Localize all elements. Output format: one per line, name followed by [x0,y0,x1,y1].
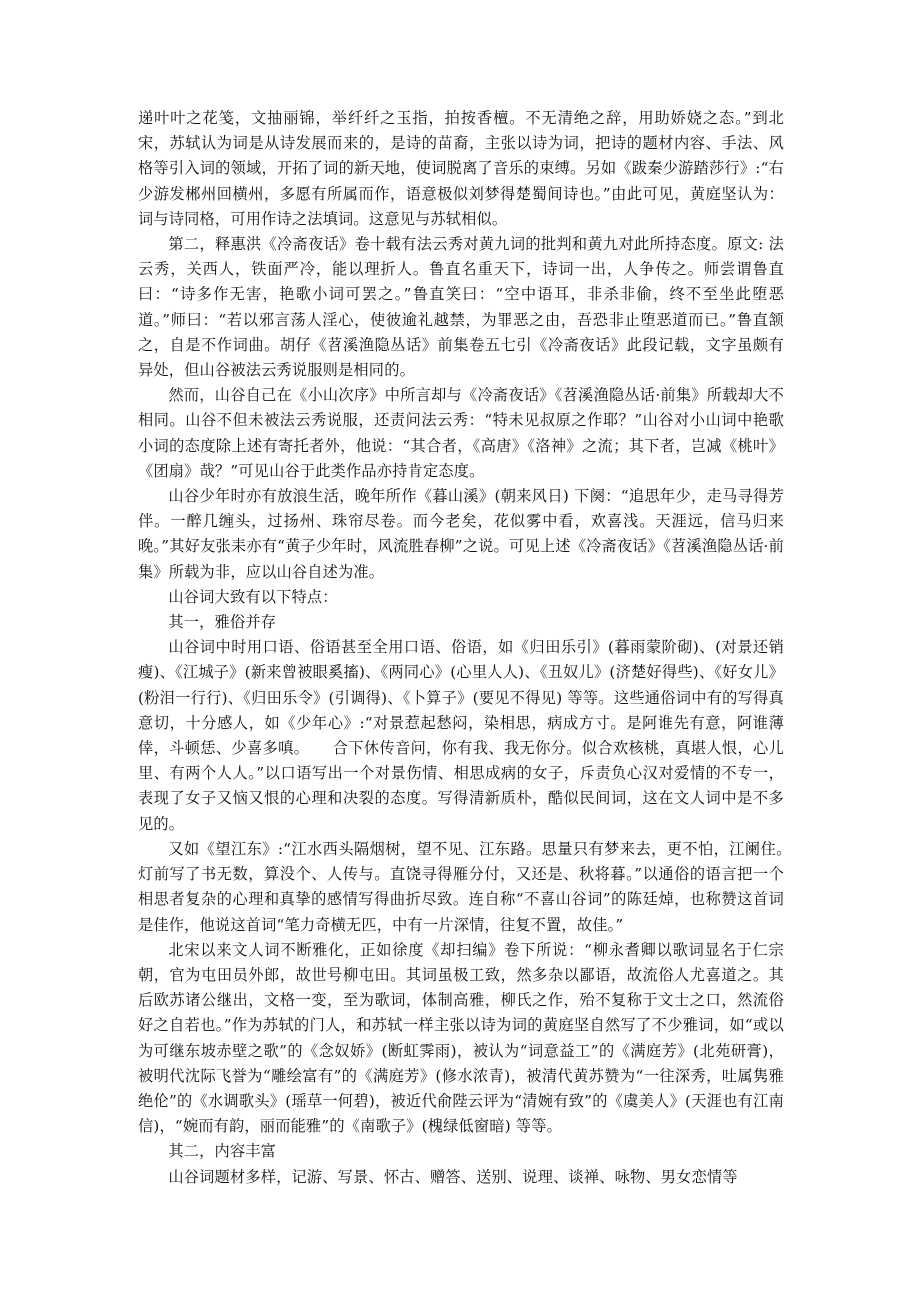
paragraph-11: 山谷词题材多样，记游、写景、怀古、赠答、送别、说理、谈禅、咏物、男女恋情等 [168,1167,738,1186]
section-heading-1: 其一，雅俗并存 [168,613,277,632]
paragraph-2: 第二，释惠洪《冷斋夜话》卷十载有法云秀对黄九词的批判和黄九对此所持态度。原文: 法云秀，关西人，铁面严冷，能以理折人。鲁直名重天下，诗词一出，人争传之。师尝谓鲁直曰：“诗多作无害，艳歌小词可罢之。”鲁直笑曰：“空中语耳，非杀非偷，终不至坐此堕恶道。”师曰：“若以邪言荡人淫心，使彼逾礼越禁，为罪恶之由，吾恐非止堕恶道而已。”鲁直颔之，自是不作词曲。胡仔《苕溪渔隐丛话》前集卷五七引《冷斋夜话》此段记载，文字虽颇有异处，但山谷被法云秀说服则是相同的。 [138,235,784,380]
paragraph-5: 山谷词大致有以下特点： [168,587,338,606]
paragraph-3: 然而，山谷自己在《小山次序》中所言却与《冷斋夜话》《苕溪渔隐丛话·前集》所载却大不相同。山谷不但未被法云秀说服，还责问法云秀：“特未见叔原之作耶？”山谷对小山词中艳歌小词的态度除上述有寄托者外，他说：“其合者，《高唐》《洛神》之流；其下者，岂减《桃叶》《团扇》哉？”可见山谷于此类作品亦持肯定态度。 [138,386,784,480]
section-heading-2: 其二，内容丰富 [168,1142,277,1161]
paragraph-1: 递叶叶之花笺，文抽丽锦，举纤纤之玉指，拍按香檀。不无清绝之辞，用助娇娆之态。”到北宋，苏轼认为词是从诗发展而来的，是诗的苗裔，主张以诗为词，把诗的题材内容、手法、风格等引入词的领域，开拓了词的新天地，使词脱离了音乐的束缚。另如《跋秦少游踏莎行》:“右少游发郴州回横州，多愿有所属而作，语意极似刘梦得楚蜀间诗也。”由此可见，黄庭坚认为：词与诗同格，可用作诗之法填词。这意见与苏轼相似。 [138,109,784,228]
document-page [138,106,815,1190]
paragraph-7: 山谷词中时用口语、俗语甚至全用口语、俗语，如《归田乐引》(暮雨蒙阶砌)、(对景还销瘦)、《江城子》(新来曾被眼奚搐)、《两同心》(心里人人)、《丑奴儿》(济楚好得些)、《好女儿》(粉泪一行行)、《归田乐令》(引调得)、《卜算子》(要见不得见) 等等。这些通俗词中有的写得真意切，十分感人，如《少年心》:“对景惹起愁闷，染相思，病成方寸。是阿谁先有意，阿谁薄倖，斗顿恁、少喜多嗔。 合下休传音问，你有我、我无你分。似合欢核桃，真堪人恨，心儿里、有两个人人。”以口语写出一个对景伤情、相思成病的女子，斥责负心汉对爱情的不专一，表现了女子又恼又恨的心理和决裂的态度。写得清新质朴，酷似民间词，这在文人词中是不多见的。 [138,638,784,833]
paragraph-8: 又如《望江东》:“江水西头隔烟树，望不见、江东路。思量只有梦来去，更不怕，江阑住。 灯前写了书无数，算没个、人传与。直饶寻得雁分付，又还是、秋将暮。”以通俗的语言把一个相思者复杂的心理和真挚的感情写得曲折尽致。连自称“不喜山谷词”的陈廷焯，也称赞这首词是佳作，他说这首词“笔力奇横无匹，中有一片深情，往复不置，故佳。” [138,839,815,934]
paragraph-4: 山谷少年时亦有放浪生活，晚年所作《暮山溪》(朝来风日) 下阕：“追思年少，走马寻得芳伴。一醉几缠头，过扬州、珠帘尽卷。而今老矣，花似雾中看，欢喜浅。天涯远，信马归来晚。”其好友张耒亦有“黄子少年时，风流胜春柳”之说。可见上述《冷斋夜话》《苕溪渔隐丛话·前集》所载为非，应以山谷自述为准。 [138,487,784,581]
paragraph-9: 北宋以来文人词不断雅化，正如徐度《却扫编》卷下所说：“柳永耆卿以歌词显名于仁宗朝，官为屯田员外郎，故世号柳屯田。其词虽极工致，然多杂以鄙语，故流俗人尤喜道之。其后欧苏诸公继出，文格一变，至为歌词，体制高雅，柳氏之作，殆不复称于文士之口，然流俗好之自若也。”作为苏轼的门人，和苏轼一样主张以诗为词的黄庭坚自然写了不少雅词，如“或以为可继东坡赤壁之歌”的《念奴娇》(断虹霁雨)，被认为“词意益工”的《满庭芳》(北苑研膏)，被明代沈际飞誉为“雕绘富有”的《满庭芳》(修水浓青)，被清代黄苏赞为“一往深秀，吐属隽雅绝伦”的《水调歌头》(瑶草一何碧)，被近代俞陛云评为“清婉有致”的《虞美人》(天涯也有江南信)，“婉而有韵，丽而能雅”的《南歌子》(槐绿低窗暗) 等等。 [138,940,784,1136]
